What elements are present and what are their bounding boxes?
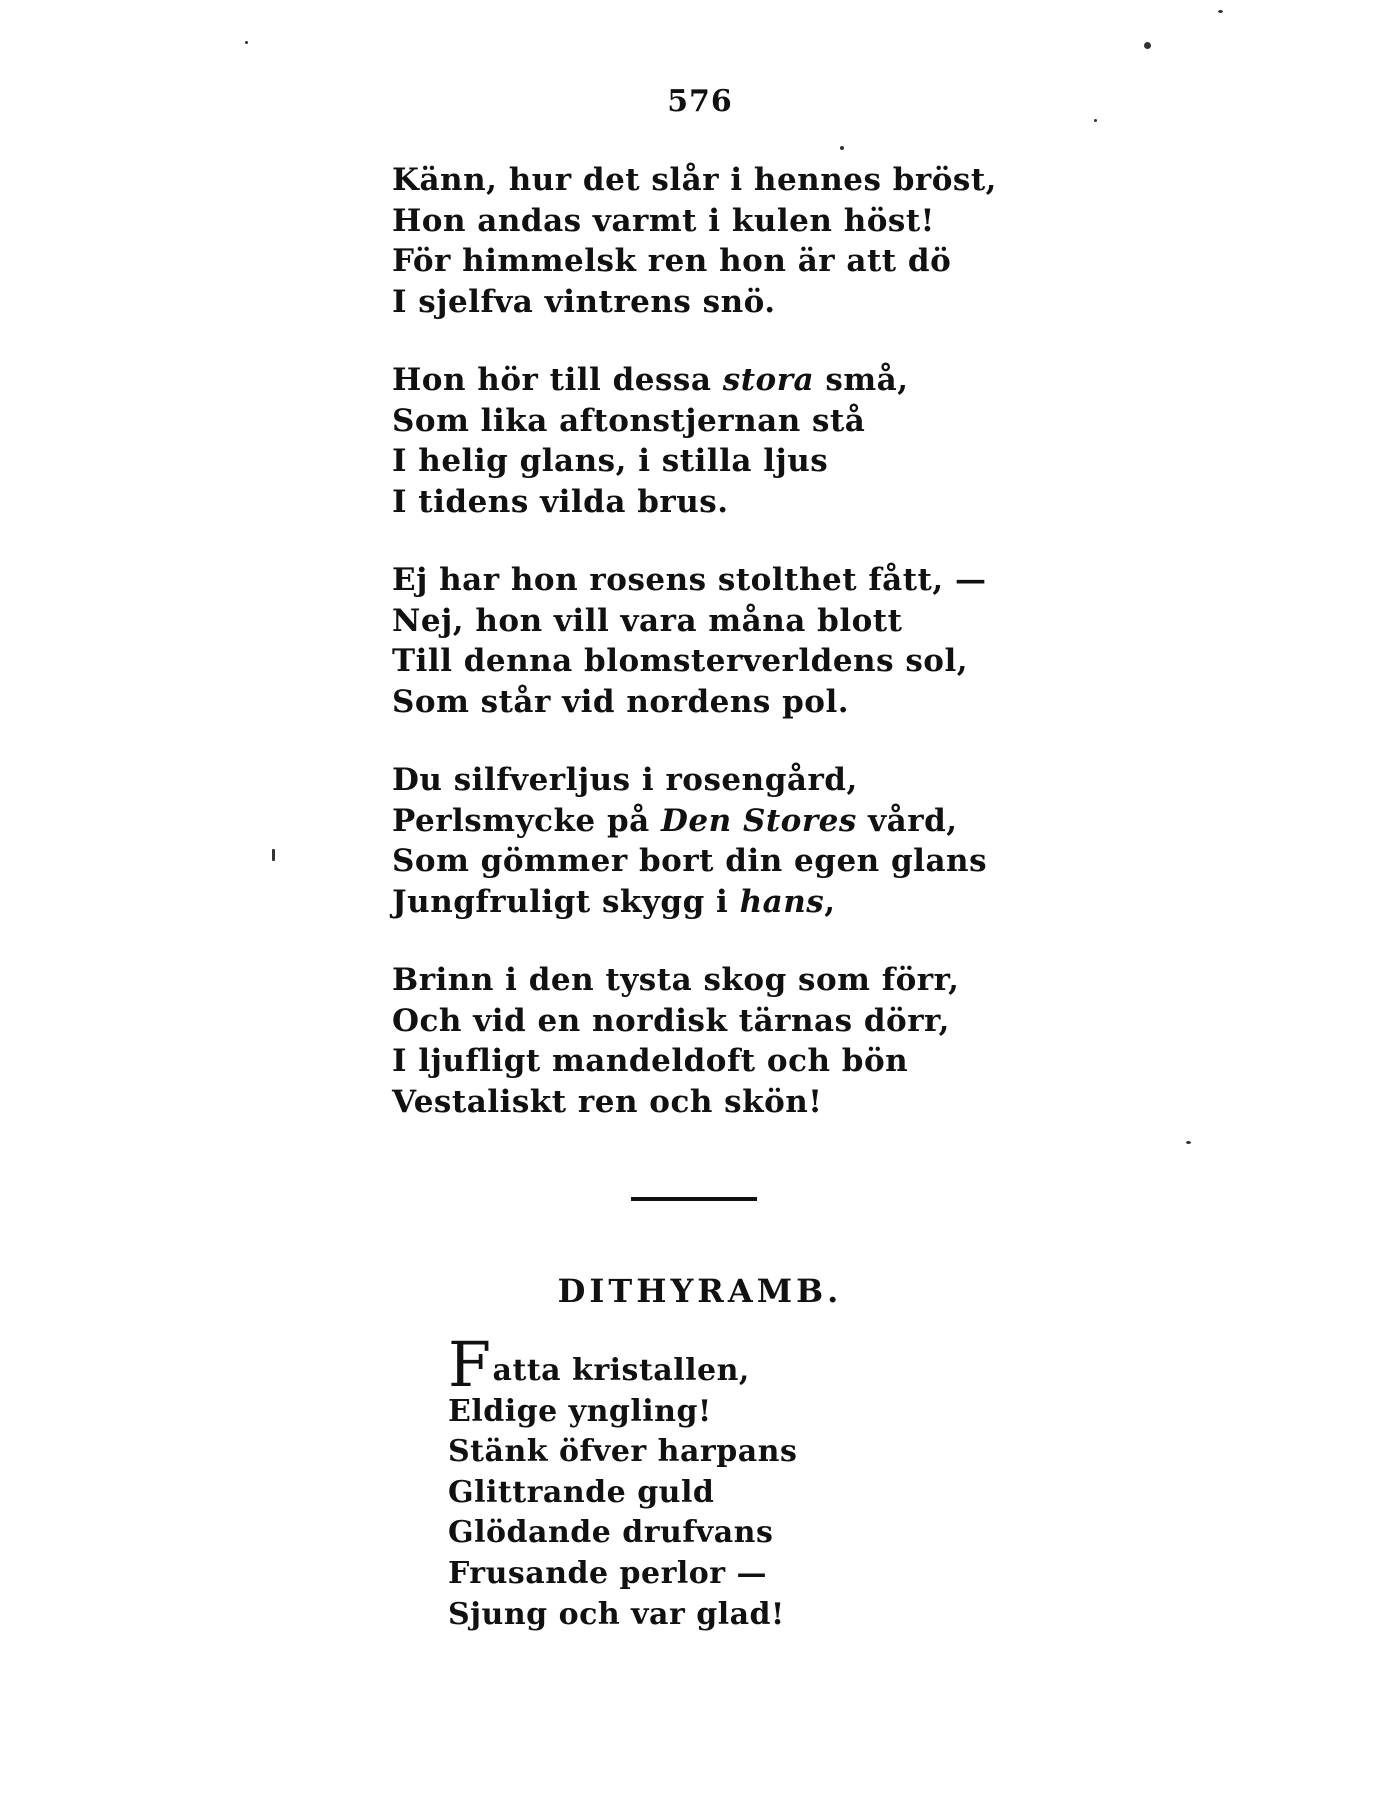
page-number: 576 (667, 84, 733, 119)
stanza (392, 160, 997, 322)
scan-speck (272, 849, 275, 861)
scan-speck (1144, 42, 1151, 49)
poem-line: I sjelfva vintrens snö. (392, 283, 776, 320)
poem-line: Och vid en nordisk tärnas dörr, (392, 1002, 950, 1039)
scan-speck (245, 41, 248, 44)
stanza (392, 960, 997, 1122)
poem-line: Hon andas varmt i kulen höst! (392, 202, 935, 239)
poem-line: Till denna blomsterverldens sol, (392, 643, 969, 679)
poem-line: Som lika aftonstjernan stå (392, 402, 866, 439)
poem-line: Ej har hon rosens stolthet fått, — (392, 562, 987, 598)
poem-line: Som gömmer bort din egen glans (392, 843, 988, 879)
poem-line: Jungfruligt skygg i hans, (392, 883, 836, 920)
dithyramb-line: Eldige yngling! (448, 1393, 712, 1429)
dithyramb-poem (448, 1328, 798, 1635)
poem (392, 160, 997, 1160)
dithyramb-line: Sjung och var glad! (448, 1596, 785, 1632)
poem-line: Känn, hur det slår i hennes bröst, (392, 162, 997, 198)
dithyramb-line: Glittrande guld (448, 1474, 715, 1510)
scan-speck (1218, 10, 1223, 13)
drop-cap: F (448, 1328, 492, 1401)
dithyramb-lines (448, 1392, 797, 1636)
scan-speck (840, 146, 844, 150)
section-divider (631, 1197, 757, 1201)
dithyramb-line: Stänk öfver harpans (448, 1434, 798, 1470)
stanza (392, 560, 997, 722)
poem-line: Nej, hon vill vara måna blott (392, 602, 903, 639)
poem-line: Perlsmycke på Den Stores vård, (392, 802, 958, 839)
scan-speck (1094, 119, 1097, 122)
poem-line: Hon hör till dessa stora små, (392, 362, 909, 398)
poem-line: I helig glans, i stilla ljus (392, 443, 829, 479)
scan-speck (1186, 1141, 1191, 1144)
stanza (392, 760, 997, 922)
italic-word: hans (739, 883, 825, 920)
poem-line: Vestaliskt ren och skön! (392, 1083, 823, 1120)
italic-word: Den Stores (661, 802, 857, 839)
stanza (392, 360, 997, 522)
section-title: DITHYRAMB. (557, 1272, 843, 1310)
poem-line: I tidens vilda brus. (392, 483, 729, 520)
first-line-text: atta kristallen, (492, 1353, 750, 1388)
dithyramb-line: Frusande perlor — (448, 1555, 768, 1591)
poem-line: I ljufligt mandeldoft och bön (392, 1043, 909, 1079)
italic-word: stora (722, 362, 815, 398)
dithyramb-line: Glödande drufvans (448, 1515, 774, 1551)
poem-line: Som står vid nordens pol. (392, 683, 850, 720)
poem-line: För himmelsk ren hon är att dö (392, 243, 952, 279)
poem-line: Du silfverljus i rosengård, (392, 762, 858, 798)
dithyramb-first-line (448, 1328, 797, 1401)
poem-line: Brinn i den tysta skog som förr, (392, 962, 960, 998)
